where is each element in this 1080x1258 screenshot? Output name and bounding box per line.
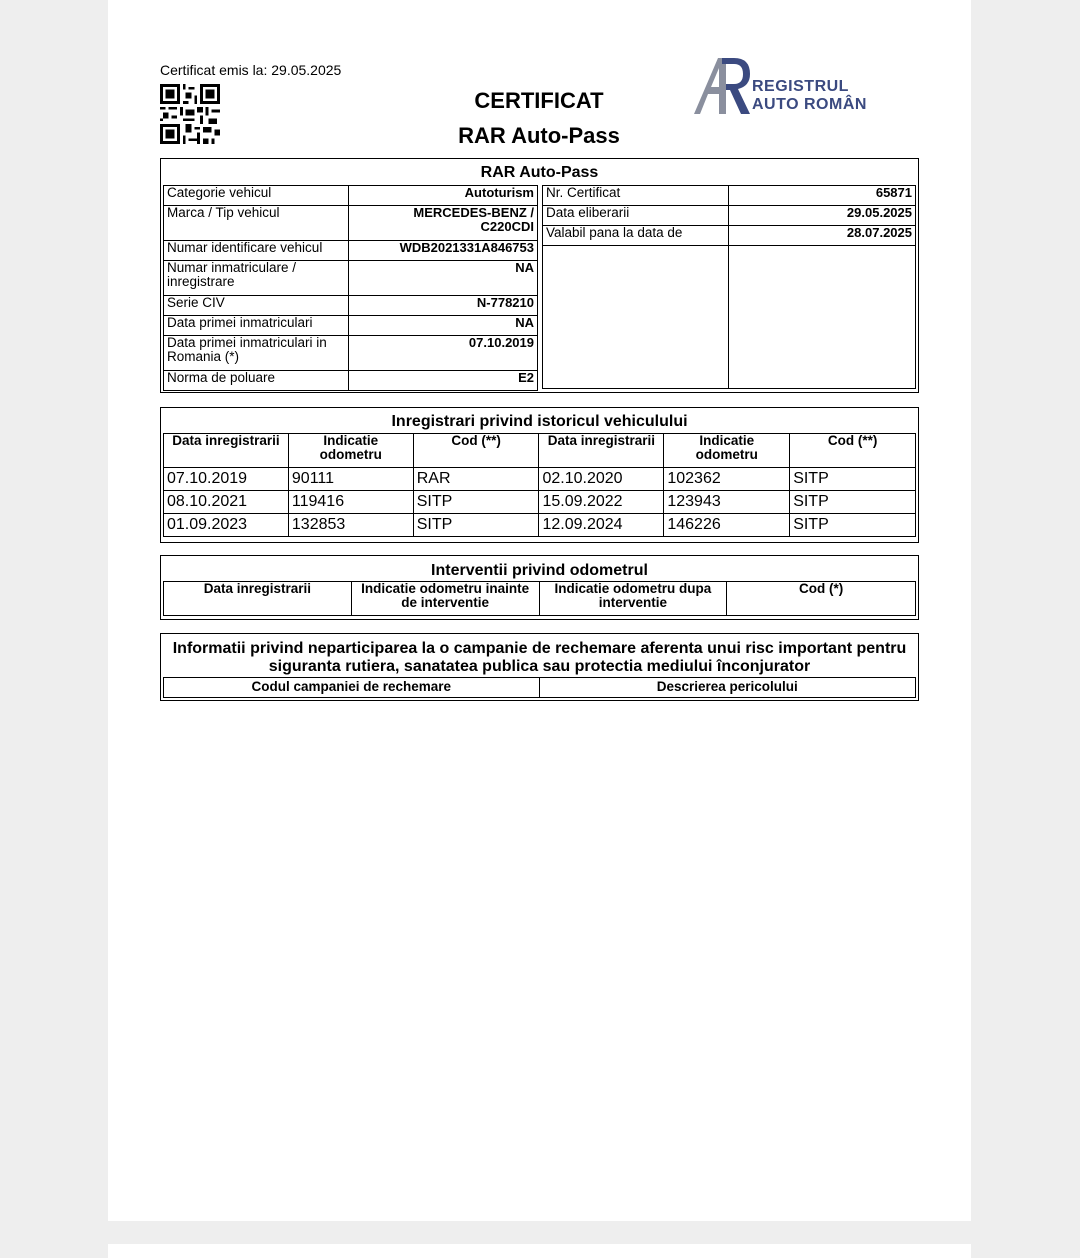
logo-line-1: REGISTRUL <box>752 78 849 95</box>
row-value: 07.10.2019 <box>349 336 538 371</box>
row-label: Marca / Tip vehicul <box>164 206 349 241</box>
table-row <box>543 226 916 246</box>
table-cell: 102362 <box>664 468 790 491</box>
row-value: N-778210 <box>349 296 538 316</box>
table-cell: 132853 <box>288 514 413 537</box>
column-header: Data inregistrarii <box>539 434 664 468</box>
column-header: Codul campaniei de rechemare <box>164 678 540 698</box>
column-header: Cod (**) <box>790 434 916 468</box>
table-cell: 02.10.2020 <box>539 468 664 491</box>
row-label: Numar identificare vehicul <box>164 241 349 261</box>
row-value: 65871 <box>729 186 916 206</box>
row-label: Valabil pana la data de <box>543 226 729 246</box>
table-row <box>164 241 538 261</box>
column-header: Indicatie odometru <box>664 434 790 468</box>
column-header: Data inregistrarii <box>164 434 289 468</box>
row-value: Autoturism <box>349 186 538 206</box>
document-page <box>108 0 971 1221</box>
row-value: NA <box>349 261 538 296</box>
column-header: Indicatie odometru inainte de interventie <box>351 582 539 616</box>
table-cell: 07.10.2019 <box>164 468 289 491</box>
recall-section-title: Informatii privind neparticiparea la o campanie de rechemare aferenta unui risc important pentru siguranta rutiera, sanatatea publica sau protectia mediului înconjurator <box>172 640 907 675</box>
table-header-row <box>164 582 916 616</box>
vehicle-info-table <box>163 185 538 391</box>
column-header: Data inregistrarii <box>164 582 352 616</box>
next-page-edge <box>108 1244 971 1258</box>
row-value: NA <box>349 316 538 336</box>
row-label: Norma de poluare <box>164 371 349 391</box>
history-section-title: Inregistrari privind istoricul vehiculului <box>391 413 688 430</box>
table-cell: SITP <box>413 514 539 537</box>
row-value: MERCEDES-BENZ / C220CDI <box>349 206 538 241</box>
certificate-subtitle: RAR Auto-Pass <box>458 123 620 148</box>
table-row <box>164 514 916 537</box>
table-row <box>164 491 916 514</box>
vehicle-section-title: RAR Auto-Pass <box>480 164 599 181</box>
table-row <box>164 468 916 491</box>
row-value: WDB2021331A846753 <box>349 241 538 261</box>
column-header: Cod (*) <box>727 582 916 616</box>
column-header: Indicatie odometru dupa interventie <box>539 582 727 616</box>
row-label: Numar inmatriculare / inregistrare <box>164 261 349 296</box>
table-cell: 08.10.2021 <box>164 491 289 514</box>
table-cell: 123943 <box>664 491 790 514</box>
vehicle-info-section <box>160 158 919 393</box>
empty-cell <box>729 246 916 389</box>
table-row <box>164 336 538 371</box>
row-label: Categorie vehicul <box>164 186 349 206</box>
table-cell: 119416 <box>288 491 413 514</box>
row-value: 28.07.2025 <box>729 226 916 246</box>
certificate-title: CERTIFICAT <box>474 88 604 113</box>
row-label: Data primei inmatriculari in Romania (*) <box>164 336 349 371</box>
table-header-row <box>164 434 916 468</box>
column-header: Cod (**) <box>413 434 539 468</box>
row-label: Data eliberarii <box>543 206 729 226</box>
odometer-table <box>163 581 916 616</box>
table-cell: SITP <box>790 514 916 537</box>
table-cell: SITP <box>790 491 916 514</box>
certificate-info-table <box>542 185 916 389</box>
table-row <box>164 261 538 296</box>
logo-wordmark <box>752 78 867 114</box>
table-row <box>543 186 916 206</box>
row-label: Nr. Certificat <box>543 186 729 206</box>
column-header: Indicatie odometru <box>288 434 413 468</box>
table-cell: 90111 <box>288 468 413 491</box>
table-row <box>164 186 538 206</box>
recall-table <box>163 677 916 698</box>
table-row-empty <box>543 246 916 389</box>
recall-campaign-section <box>160 633 919 701</box>
logo-line-2: AUTO ROMÂN <box>752 96 867 113</box>
history-table <box>163 433 916 537</box>
table-row <box>164 371 538 391</box>
row-label: Serie CIV <box>164 296 349 316</box>
row-value: 29.05.2025 <box>729 206 916 226</box>
table-cell: 15.09.2022 <box>539 491 664 514</box>
table-cell: 146226 <box>664 514 790 537</box>
qr-code <box>160 84 220 144</box>
odometer-interventions-section <box>160 555 919 620</box>
row-value: E2 <box>349 371 538 391</box>
table-cell: 12.09.2024 <box>539 514 664 537</box>
history-section <box>160 407 919 543</box>
empty-cell <box>543 246 729 389</box>
table-row <box>164 206 538 241</box>
table-row <box>164 316 538 336</box>
table-row <box>164 296 538 316</box>
table-cell: 01.09.2023 <box>164 514 289 537</box>
table-cell: RAR <box>413 468 539 491</box>
table-header-row <box>164 678 916 698</box>
issue-date-label: Certificat emis la: 29.05.2025 <box>160 62 342 78</box>
table-cell: SITP <box>790 468 916 491</box>
table-row <box>543 206 916 226</box>
odometer-section-title: Interventii privind odometrul <box>431 562 648 579</box>
table-cell: SITP <box>413 491 539 514</box>
row-label: Data primei inmatriculari <box>164 316 349 336</box>
column-header: Descrierea pericolului <box>539 678 916 698</box>
